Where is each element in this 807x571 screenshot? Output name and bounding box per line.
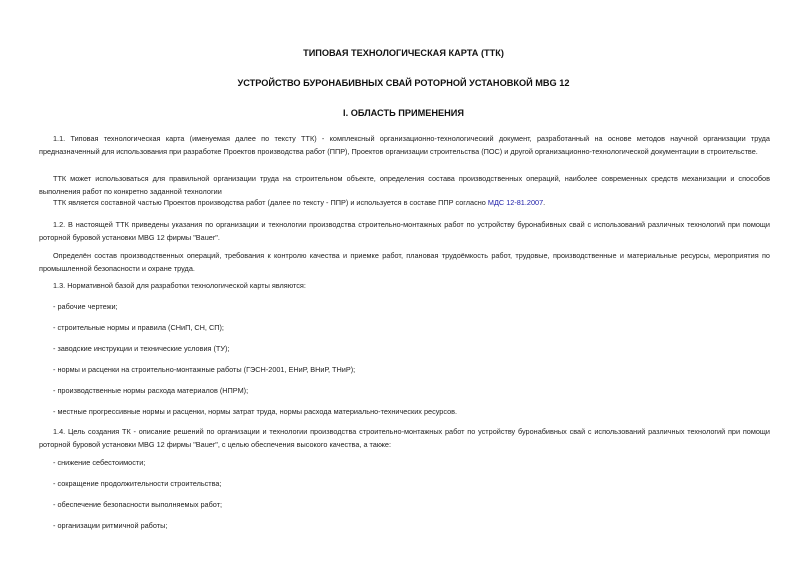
list-item: - снижение себестоимости; (53, 458, 146, 467)
document-title: ТИПОВАЯ ТЕХНОЛОГИЧЕСКАЯ КАРТА (ТТК) (303, 48, 504, 58)
paragraph-ttk-part (39, 197, 770, 210)
list-item: - производственные нормы расхода материалов (НПРМ); (53, 386, 249, 395)
paragraph-1-1: 1.1. Типовая технологическая карта (именуемая далее по тексту ТТК) - комплексный организационно-технологический документ, разработанный на основе методов научной организации труда предназначенный для использования при разработке Проектов производства работ (ППР), Проектов организации строительства (ПОС) и другой организационно-технологической документации в строительстве. (39, 134, 770, 156)
section-heading: I. ОБЛАСТЬ ПРИМЕНЕНИЯ (343, 108, 464, 118)
paragraph-1-2: 1.2. В настоящей ТТК приведены указания по организации и технологии производства строительно-монтажных работ по устройству буронабивных свай с использований различных технологий при помощи роторной буровой установки MBG 12 фирмы "Bauer". (39, 220, 770, 242)
list-item: - нормы и расценки на строительно-монтажные работы (ГЭСН-2001, ЕНиР, ВНиР, ТНиР); (53, 365, 356, 374)
mds-link[interactable]: МДС 12-81.2007 (487, 198, 544, 207)
paragraph-ttk-usage: ТТК может использоваться для правильной организации труда на строительном объекте, определения состава производственных операций, наиболее современных средств механизации и способов выполнения работ по конкретно заданной технологии (39, 174, 770, 196)
document-subtitle: УСТРОЙСТВО БУРОНАБИВНЫХ СВАЙ РОТОРНОЙ УСТАНОВКОЙ MBG 12 (237, 78, 570, 88)
list-item: - строительные нормы и правила (СНиП, СН, СП); (53, 323, 224, 332)
paragraph-scope: Определён состав производственных операций, требования к контролю качества и приемке работ, плановая трудоёмкость работ, трудовые, производственные и материальные ресурсы, мероприятия по промышленной безопасности и охране труда. (39, 251, 770, 273)
list-item: - сокращение продолжительности строительства; (53, 479, 222, 488)
paragraph-1-4: 1.4. Цель создания ТК - описание решений по организации и технологии производства строительно-монтажных работ по устройству буронабивных свай с использований различных технологий при помощи роторной буровой установки MBG 12 фирмы "Bauer", с целью обеспечения высокого качества, а также: (39, 427, 770, 449)
paragraph-text: ТТК является составной частью Проектов производства работ (далее по тексту - ППР) и используется в составе ППР согласно (53, 198, 488, 207)
list-item: - организации ритмичной работы; (53, 521, 168, 530)
list-item: - местные прогрессивные нормы и расценки, нормы затрат труда, нормы расхода материально-технических ресурсов. (53, 407, 458, 416)
paragraph-1-3: 1.3. Нормативной базой для разработки технологической карты являются: (53, 281, 306, 290)
list-item: - заводские инструкции и технические условия (ТУ); (53, 344, 230, 353)
list-item: - рабочие чертежи; (53, 302, 118, 311)
list-item: - обеспечение безопасности выполняемых работ; (53, 500, 223, 509)
paragraph-end: . (543, 198, 546, 207)
